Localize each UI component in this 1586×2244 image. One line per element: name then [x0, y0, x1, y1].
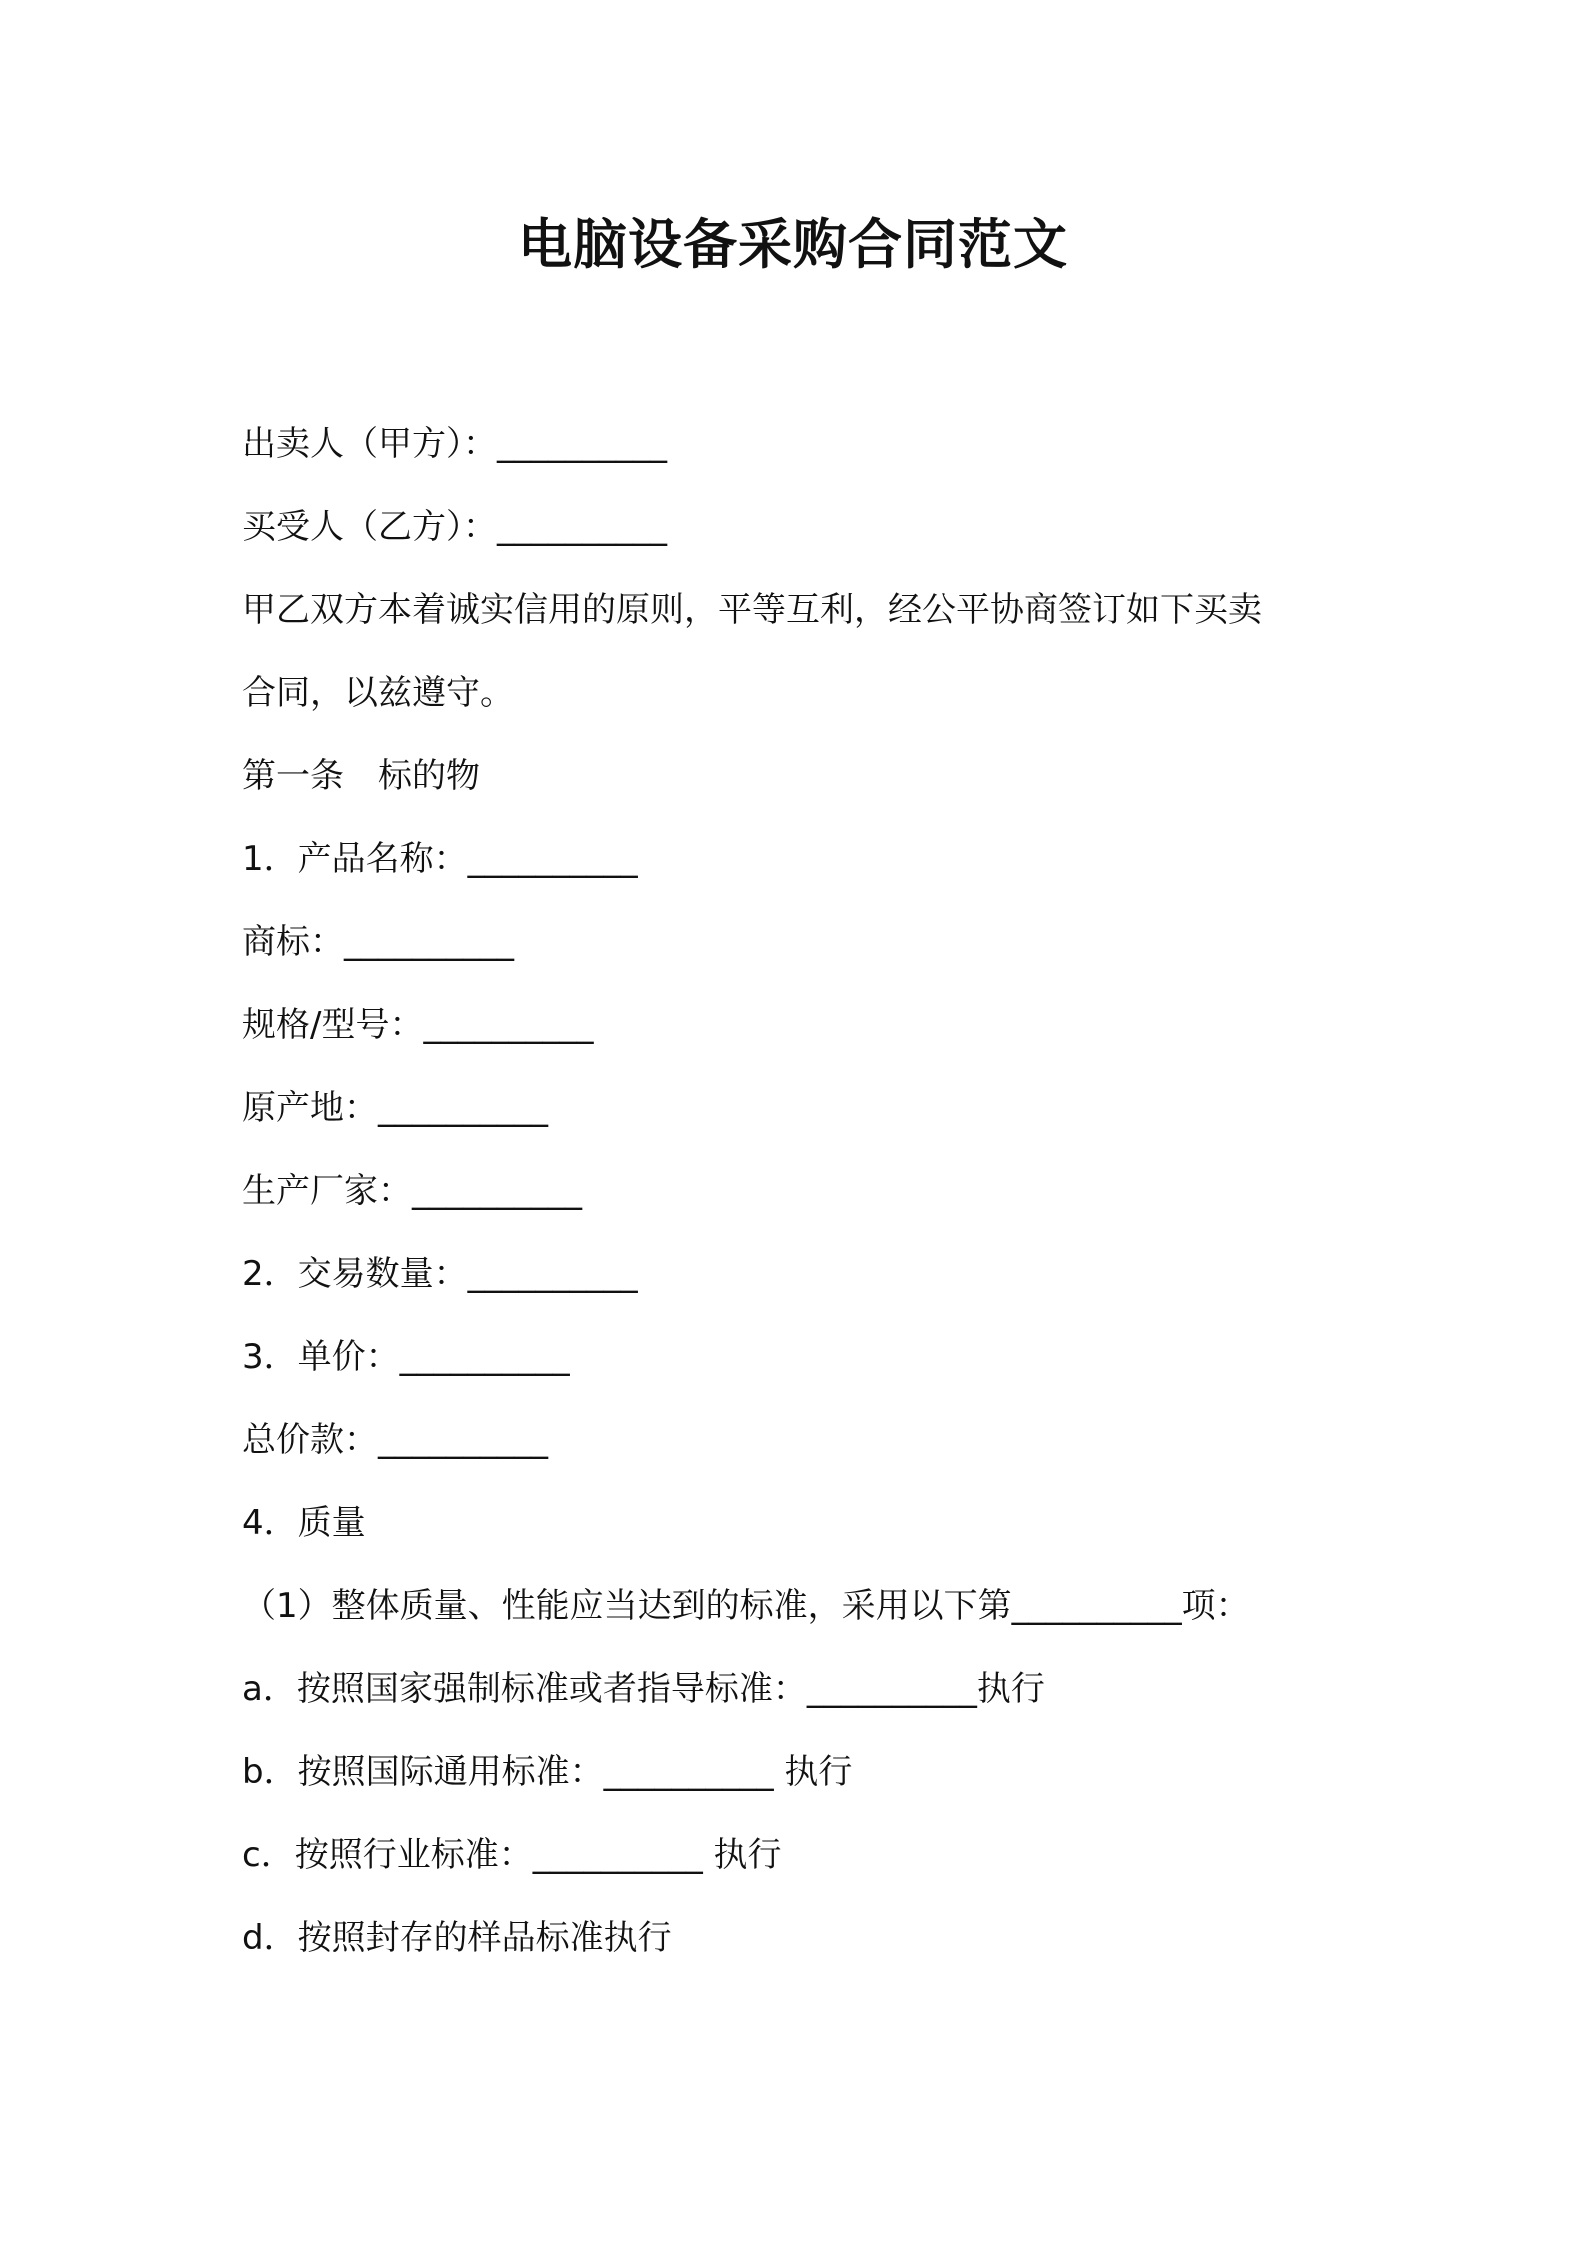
preamble-line-1: 甲乙双方本着诚实信用的原则，平等互利，经公平协商签订如下买卖 [242, 590, 1262, 630]
option-b-line: b．按照国际通用标准：__________ 执行 [242, 1752, 853, 1792]
manufacturer-line: 生产厂家：__________ [242, 1171, 582, 1211]
quality-standard-line: （1）整体质量、性能应当达到的标准，采用以下第__________项： [242, 1586, 1250, 1626]
option-c-line: c．按照行业标准：__________ 执行 [242, 1835, 782, 1875]
article-1-heading: 第一条 标的物 [242, 756, 480, 796]
document-title: 电脑设备采购合同范文 [518, 213, 1068, 276]
model-line: 规格/型号：__________ [242, 1005, 594, 1045]
option-d-line: d．按照封存的样品标准执行 [242, 1918, 672, 1958]
document-body [242, 403, 1362, 1980]
trademark-line: 商标：__________ [242, 922, 514, 962]
origin-line: 原产地：__________ [242, 1088, 548, 1128]
unit-price-line: 3．单价：__________ [242, 1337, 570, 1377]
option-a-line: a．按照国家强制标准或者指导标准：__________执行 [242, 1669, 1045, 1709]
quantity-line: 2．交易数量：__________ [242, 1254, 638, 1294]
preamble-line-2: 合同，以兹遵守。 [242, 673, 514, 713]
seller-line: 出卖人（甲方）：__________ [242, 424, 667, 464]
quality-heading: 4．质量 [242, 1503, 366, 1543]
total-price-line: 总价款：__________ [242, 1420, 548, 1460]
buyer-line: 买受人（乙方）：__________ [242, 507, 667, 547]
product-name-line: 1．产品名称：__________ [242, 839, 638, 879]
